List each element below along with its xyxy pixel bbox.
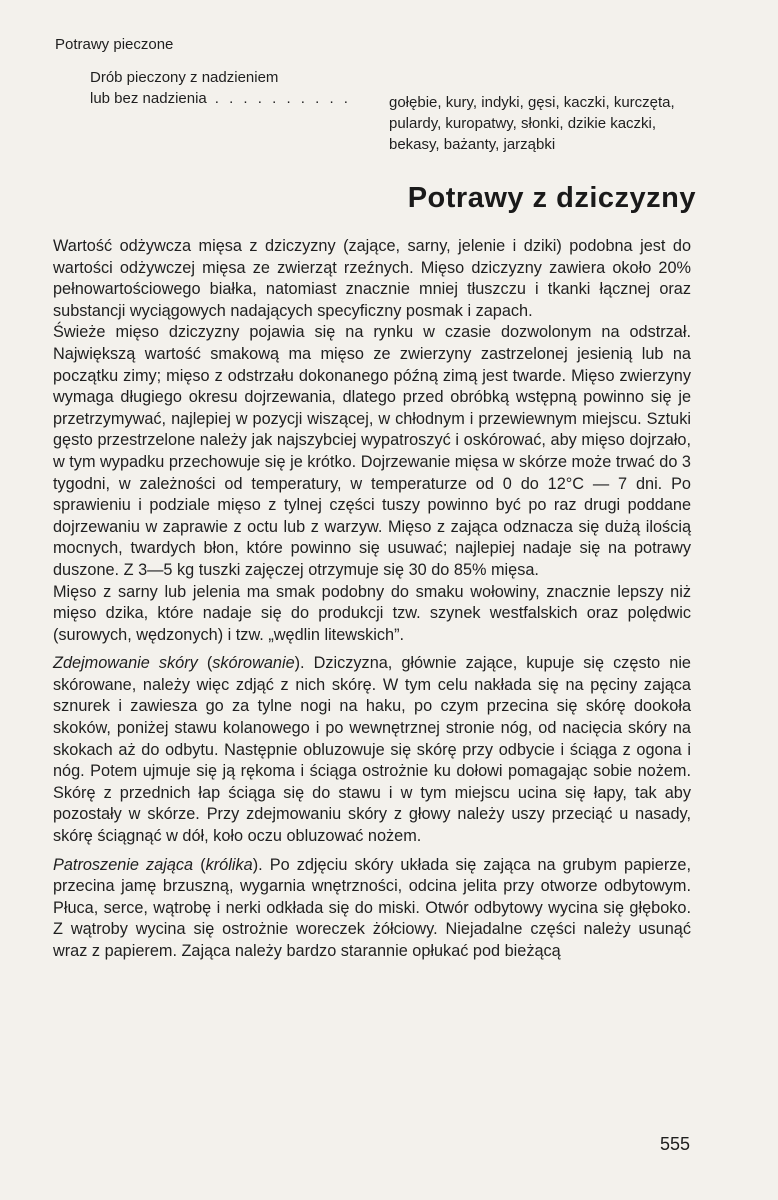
dish-name: [90, 67, 351, 109]
dish-types: gołębie, kury, indyki, gęsi, kaczki, kurczęta, pulardy, kuropatwy, słonki, dzikie kaczki, bekasy, bażanty, jarząbki: [389, 94, 675, 153]
dish-name-line-1: Drób pieczony z nadzieniem: [90, 69, 279, 86]
skinning-heading: Zdejmowanie skóry: [53, 654, 198, 673]
section-label: Potrawy pieczone: [55, 36, 174, 53]
gutting-heading: Patroszenie zająca: [53, 855, 194, 874]
paragraph-skinning: Zdejmowanie skóry (skórowanie). Dziczyzna, głównie zające, kupuje się często nie skórowane, należy więc zdjąć z nich skórę. W tym celu nakłada się na pęciny zająca sznurek i zawiesza go za tylne nogi na haku, po czym przecina się skórę dookoła skoków, poniżej stawu kolanowego i po wewnętrznej stronie nóg, od nacięcia skóry na skokach aż do odbytu. Następnie obluzowuje się skórę przy odbycie i ściąga z ogona i nóg. Potem ujmuje się ją rękoma i ściąga ostrożnie ku dołowi pomagając sobie nożem. Skórę z przednich łap ściąga się do stawu i w tym miejscu ucina się łapy, tak aby pozostały w skórze. Przy zdejmowaniu skóry z głowy należy uszy przeciąć u nasady, skórę ściągnąć w dół, koło oczu obluzować nożem.: [53, 654, 691, 846]
skinning-heading-paren: skórowanie: [212, 654, 295, 673]
paragraph-venison: Mięso z sarny lub jelenia ma smak podobny do smaku wołowiny, znacznie lepszy niż mięso dzika, które nadaje się do produkcji tzw. szynek westfalskich oraz polędwic (surowych, wędzonych) i tzw. „wędlin litewskich”.: [53, 582, 691, 644]
leader-dots: . . . . . . . . . .: [214, 90, 351, 107]
skinning-text: . Dziczyzna, głównie zające, kupuje się często nie skórowane, należy więc zdjąć z nich skórę. W tym celu nakłada się na pęciny zająca sznurek i zawiesza go za tylne nogi na haku, po czym przecina się skórę dookoła skoków, poniżej stawu kolanowego i po wewnętrznej stronie nóg, od nacięcia skóry na skokach aż do odbytu. Następnie obluzowuje się skórę przy odbycie i ściąga z ogona i nóg. Potem ujmuje się ją rękoma i ściąga ostrożnie ku dołowi pomagając sobie nożem. Skórę z przednich łap ściąga się do stawu i w tym miejscu ucina się łapy, tak aby pozostały w skórze. Przy zdejmowaniu skóry z głowy należy uszy przeciąć u nasady, skórę ściągnąć w dół, koło oczu obluzować nożem.: [53, 654, 691, 846]
page-number: 555: [659, 1134, 690, 1154]
body-text: [53, 236, 691, 963]
paragraph-gutting: Patroszenie zająca (królika). Po zdjęciu skóry układa się zająca na grubym papierze, przecina jamę brzuszną, wygarnia wnętrzności, odcina jelita przy otworze odbytowym. Płuca, serce, wątrobę i nerki odkłada się do miski. Otwór odbytowy wycina się głęboko. Z wątroby wycina się ostrożnie woreczek żółciowy. Niejadalne części należy usunąć wraz z papierem. Zająca należy bardzo starannie opłukać pod bieżącą: [53, 855, 691, 960]
chapter-title: Potrawy z dziczyzny: [407, 182, 696, 214]
gutting-heading-paren: królika: [205, 855, 253, 874]
paragraph-nutrition: Wartość odżywcza mięsa z dziczyzny (zające, sarny, jelenie i dziki) podobna jest do wartości odżywczej mięsa ze zwierząt rzeźnych. Mięso dziczyzny zawiera około 20% pełnowartościowego białka, natomiast znacznie mniej tłuszczu i tkanki łącznej oraz substancji wyciągowych nadających specyficzny posmak i zapach.: [53, 237, 691, 320]
dish-name-line-2: [90, 88, 351, 109]
dish-name-line-2-text: lub bez nadzienia: [90, 90, 207, 107]
paragraph-fresh-meat: Świeże mięso dziczyzny pojawia się na rynku w czasie dozwolonym na odstrzał. Największą wartość smakową ma mięso ze zwierzyny zastrzelonej jesienią lub na początku zimy; mięso z odstrzału dokonanego późną zimą jest twarde. Mięso zwierzyny wymaga długiego okresu dojrzewania, dlatego przed obróbką wstępną powinno się je przetrzymywać, najlepiej w pozycji wiszącej, w chłodnym i przewiewnym miejscu. Sztuki gęsto przestrzelone należy jak najszybciej wypatroszyć i oskórować, aby mięso dojrzało, w tym wypadku przechowuje się je krótko. Dojrzewanie mięsa w skórze może trwać do 3 tygodni, w zależności od temperatury, w temperaturze od 0 do 12°C — 7 dni. Po sprawieniu i podziale mięso z tylnej części tuszy powinno być po raz drugi poddane dojrzewaniu w zaprawie z octu lub z warzyw. Mięso z zająca odznacza się dużą ilością mocnych, twardych błon, które powinno się usuwać; najlepiej nadaje się na potrawy duszone. Z 3—5 kg tuszki zajęczej otrzymuje się 30 do 85% mięsa.: [53, 323, 691, 579]
gutting-text: . Po zdjęciu skóry układa się zająca na grubym papierze, przecina jamę brzuszną, wygarnia wnętrzności, odcina jelita przy otworze odbytowym. Płuca, serce, wątrobę i nerki odkłada się do miski. Otwór odbytowy wycina się głęboko. Z wątroby wycina się ostrożnie woreczek żółciowy. Niejadalne części należy usunąć wraz z papierem. Zająca należy bardzo starannie opłukać pod bieżącą: [53, 855, 691, 960]
